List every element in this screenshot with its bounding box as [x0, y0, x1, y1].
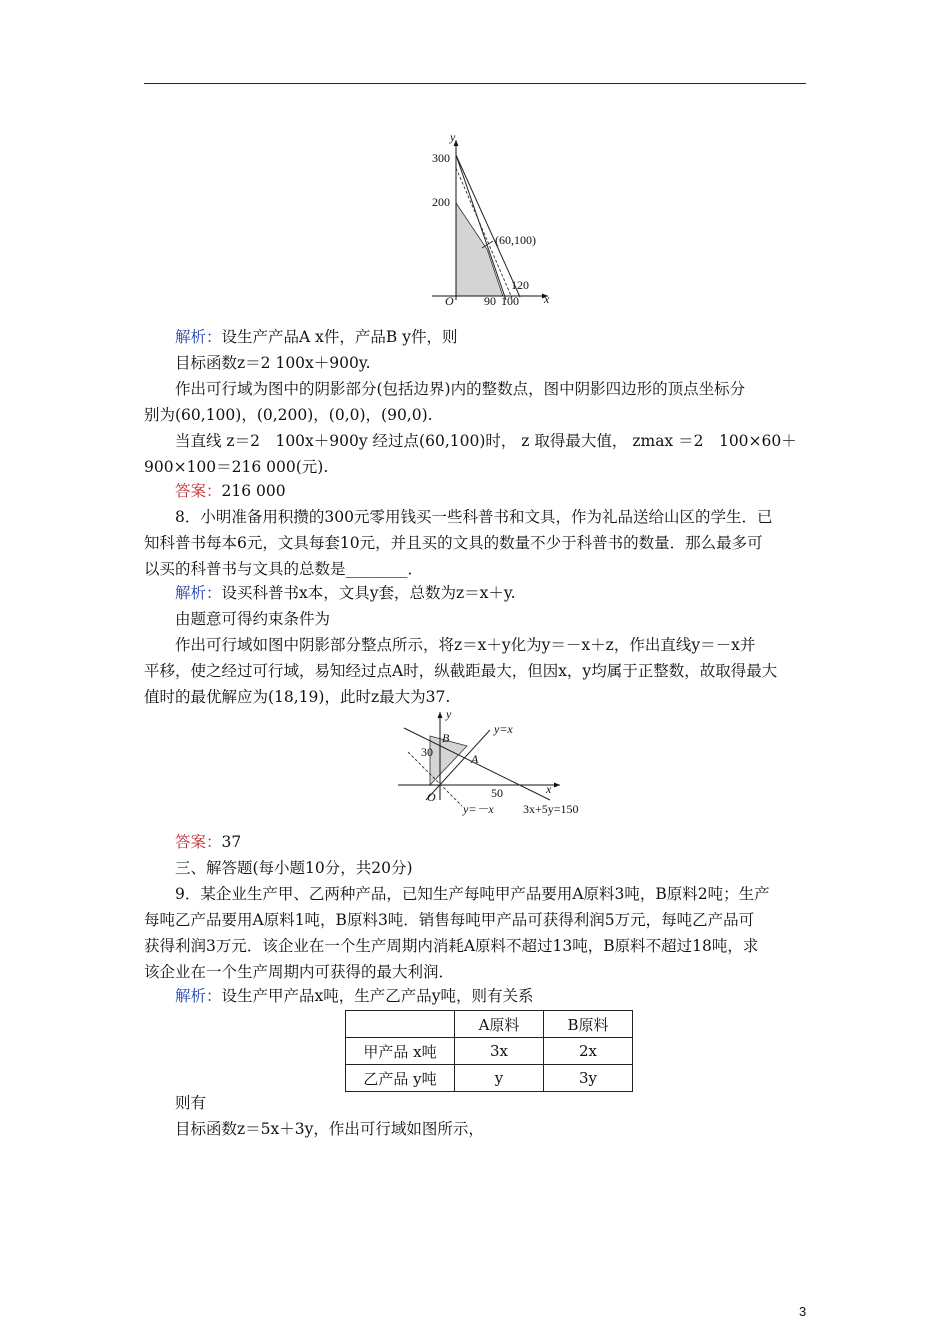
- text-line: 平移，使之经过可行域，易知经过点A时，纵截距最大，但因x，y均属于正整数，故取得最大: [144, 662, 778, 680]
- answer-line: 答案：37: [175, 833, 242, 851]
- section-title: 三、解答题(每小题10分，共20分): [175, 859, 413, 877]
- text-line: 解析：设买科普书x本，文具y套，总数为z＝x＋y.: [175, 584, 516, 602]
- text-line: 别为(60,100)，(0,200)，(0,0)，(90,0).: [144, 406, 433, 424]
- table-header-cell: B原料: [544, 1011, 633, 1038]
- vertex-label: (60,100): [495, 233, 536, 247]
- y-tick-200: 200: [432, 195, 450, 209]
- label-constraint: 3x+5y=150: [523, 802, 579, 816]
- materials-table: [345, 1010, 633, 1092]
- text-line: 目标函数z＝2 100x＋900y.: [175, 354, 371, 372]
- answer-line: 答案：216 000: [175, 482, 286, 500]
- question-8: 8．小明准备用积攒的300元零用钱买一些科普书和文具，作为礼品送给山区的学生．已: [175, 508, 773, 526]
- text-line: 目标函数z＝5x＋3y，作出可行域如图所示，: [175, 1120, 484, 1138]
- text-line: 当直线 z＝2 100x＋900y 经过点(60,100)时， z 取得最大值， zmax ＝2 100×60＋: [175, 432, 797, 450]
- table-cell: 乙产品 y吨: [346, 1065, 455, 1092]
- point-b-label: B: [442, 731, 450, 745]
- text-line: 作出可行域为图中的阴影部分(包括边界)内的整数点，图中阴影四边形的顶点坐标分: [175, 380, 746, 398]
- x-tick-50: 50: [491, 786, 503, 800]
- y-tick-30: 30: [421, 745, 433, 759]
- table-row: [346, 1065, 633, 1092]
- origin-label: O: [445, 294, 454, 308]
- x-tick-100: 100: [501, 294, 519, 308]
- feasible-region-figure-1: [425, 130, 560, 308]
- text-line: 知科普书每本6元，文具每套10元，并且买的文具的数量不少于科普书的数量．那么最多可: [144, 534, 763, 552]
- text-line: 解析：设生产产品A x件，产品B y件，则: [175, 328, 458, 346]
- table-cell: y: [455, 1065, 544, 1092]
- y-axis-label: y: [446, 707, 452, 721]
- x-tick-90: 90: [484, 294, 496, 308]
- text-line: 该企业在一个生产周期内可获得的最大利润．: [144, 963, 455, 981]
- question-9: 9．某企业生产甲、乙两种产品，已知生产每吨甲产品要用A原料3吨，B原料2吨；生产: [175, 885, 770, 903]
- y-tick-300: 300: [432, 151, 450, 165]
- shaded-region: [456, 203, 503, 296]
- table-header-row: [346, 1011, 633, 1038]
- text-line: 值时的最优解应为(18,19)，此时z最大为37.: [144, 688, 451, 706]
- origin-label: O: [427, 790, 436, 804]
- text-line: 900×100＝216 000(元).: [144, 458, 329, 476]
- table-header-cell: A原料: [455, 1011, 544, 1038]
- table-cell: 甲产品 x吨: [346, 1038, 455, 1065]
- x-axis-label: x: [546, 782, 552, 796]
- text-line: 解析：设生产甲产品x吨，生产乙产品y吨，则有关系: [175, 987, 534, 1005]
- label-y-eq-x: y=x: [494, 722, 513, 736]
- page-number: 3: [799, 1304, 807, 1319]
- text-line: 以买的科普书与文具的总数是________．: [144, 560, 424, 578]
- table-cell: 3y: [544, 1065, 633, 1092]
- line-label-120: 120: [511, 278, 529, 292]
- text-line: 每吨乙产品要用A原料1吨，B原料3吨．销售每吨甲产品可获得利润5万元，每吨乙产品可: [144, 911, 755, 929]
- table-cell: [346, 1011, 455, 1038]
- feasible-region-figure-2: [395, 707, 595, 819]
- text-line: 作出可行域如图中阴影部分整点所示，将z＝x＋y化为y＝－x＋z，作出直线y＝－x并: [175, 636, 756, 654]
- x-axis-label: x: [544, 292, 550, 306]
- table-cell: 2x: [544, 1038, 633, 1065]
- point-a-label: A: [471, 752, 479, 766]
- text-line: 获得利润3万元．该企业在一个生产周期内消耗A原料不超过13吨，B原料不超过18吨，求: [144, 937, 759, 955]
- text-line: 则有: [175, 1094, 207, 1112]
- y-axis-label: y: [450, 130, 456, 144]
- label-y-eq-neg-x: y=－x: [463, 802, 494, 816]
- header-rule: [144, 83, 806, 84]
- text-line: 由题意可得约束条件为: [175, 610, 331, 628]
- table-cell: 3x: [455, 1038, 544, 1065]
- table-row: [346, 1038, 633, 1065]
